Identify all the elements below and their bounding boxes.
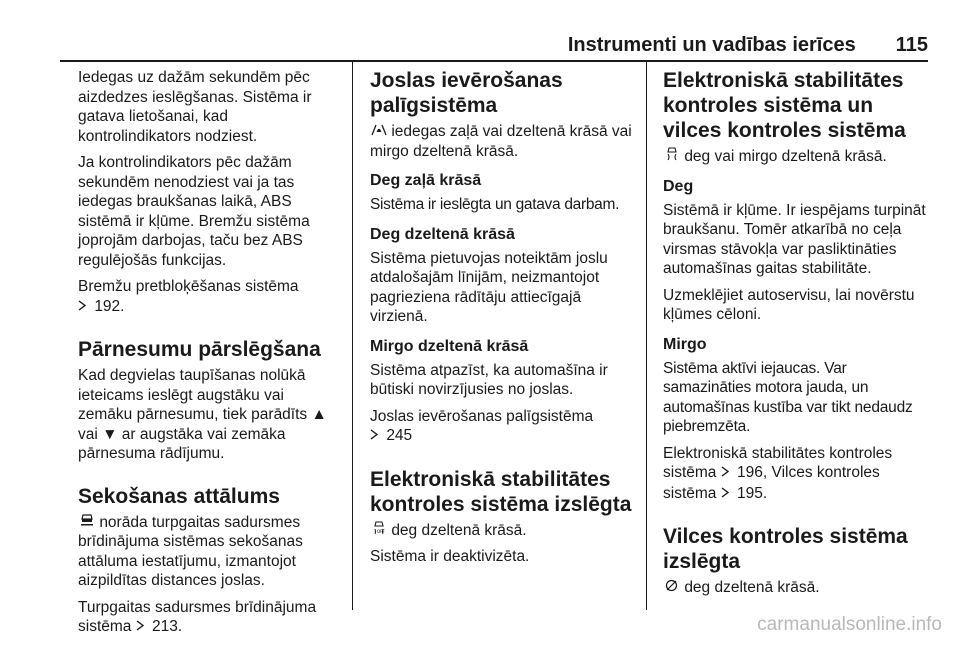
abs-paragraph-2: Ja kontrolindikators pēc dažām sekundēm nenodziest vai ja tas iedegas braukšanas laikā, ABS sistēmā ir kļūme. Bremžu sistēma joprojām darbojas, taču bez ABS regulējošās funkcijas. (78, 154, 310, 269)
yellow-paragraph: Sistēma pietuvojas noteiktām joslu atdalošajām līnijām, neizmantojot pagrieziena rādītāju attiecīgajā virzienā. (370, 249, 608, 325)
esc-page-link[interactable]: 196, Vilces kontroles sistēma (663, 464, 880, 502)
svg-text:OFF: OFF (376, 528, 385, 534)
esc-heading: Elektroniskā stabilitātes kontroles sistēma un vilces kontroles sistēma (663, 69, 906, 142)
lane-paragraph: iedegas zaļā vai dzeltenā krāsā vai mirgo dzeltenā krāsā. (370, 123, 632, 160)
mirgo-paragraph-1: Sistēma aktīvi iejaucas. Var samazināties motora jauda, un automašīnas kustība var tikt nedaudz piebremzēta. (663, 359, 913, 435)
header-title: Instrumenti un vadības ierīces (567, 33, 856, 56)
follow-page-link[interactable]: 213. (152, 618, 183, 635)
shift-paragraph: Kad degvielas taupīšanas nolūkā ieteicams ieslēgt augstāku vai zemāku pārnesumu, tiek parādīts ▲ vai ▼ ar augstāka vai zemāka pārnesuma rādījumu. (78, 367, 327, 462)
page-header (60, 30, 928, 60)
page-number: 115 (895, 33, 928, 56)
tc-off-paragraph: deg dzeltenā krāsā. (663, 578, 931, 598)
mirgo-paragraph-2: Elektroniskā stabilitātes kontroles sistēma 196, Vilces kontroles sistēma 195. (663, 444, 931, 505)
tc-page-link[interactable]: 195. (737, 484, 768, 502)
arrow-right-icon[interactable] (721, 485, 733, 505)
lane-page-link[interactable]: 245 (386, 427, 413, 444)
column-divider-2 (646, 62, 647, 610)
column-3 (663, 68, 931, 605)
deg-paragraph-2: Uzmeklējiet autoservisu, lai novērstu kļūmes cēloni. (663, 286, 915, 323)
shift-up-icon: ▲ (311, 406, 327, 423)
abs-page-link[interactable]: 192. (94, 297, 125, 315)
car-follow-distance-icon (78, 513, 95, 533)
watermark: carmanualsonline.info (757, 614, 942, 635)
green-heading: Deg zaļā krāsā (370, 172, 482, 189)
follow-paragraph-2: Turpgaitas sadursmes brīdinājuma sistēma 213. (78, 598, 340, 638)
abs-reference: Bremžu pretbloķēšanas sistēma 192. (78, 277, 340, 317)
column-divider-1 (352, 62, 353, 610)
abs-paragraph-1: Iedegas uz dažām sekundēm pēc aizdedzes ieslēgšanas. Sistēma ir gatava lietošanai, kad kontrolindikators nodziest. (78, 69, 312, 145)
mirgo-heading: Mirgo (663, 335, 707, 353)
esc-icon (663, 147, 680, 167)
arrow-right-icon[interactable] (721, 464, 733, 484)
esc-off-icon (370, 521, 387, 541)
arrow-right-icon[interactable] (370, 427, 382, 447)
column-2 (370, 68, 636, 574)
header-rule (60, 60, 928, 62)
traction-control-off-icon (663, 578, 680, 598)
arrow-right-icon[interactable] (78, 298, 90, 318)
shift-heading: Pārnesumu pārslēgšana (78, 338, 321, 361)
shift-down-icon: ▼ (102, 425, 118, 443)
lane-reference: Joslas ievērošanas palīgsistēma 245 (370, 407, 636, 447)
follow-paragraph-1: norāda turpgaitas sadursmes brīdinājuma sistēmas sekošanas attāluma iestatījumu, izmantojot aizpildītas distances joslas. (78, 513, 303, 589)
deg-paragraph-1: Sistēmā ir kļūme. Ir iespējams turpināt braukšanu. Tomēr atkarībā no ceļa virsmas stāvokļa var pasliktināties automašīnas gaitas stabilitāte. (663, 201, 926, 277)
blink-paragraph: Sistēma atpazīst, ka automašīna ir būtiski novirzījusies no joslas. (370, 361, 608, 398)
esc-off-paragraph-2: Sistēma ir deaktivizēta. (370, 548, 530, 565)
esc-off-heading: Elektroniskā stabilitātes kontroles sistēma izslēgta (370, 467, 632, 516)
green-paragraph: Sistēma ir ieslēgta un gatava darbam. (370, 196, 620, 213)
esc-paragraph: deg vai mirgo dzeltenā krāsā. (663, 147, 931, 167)
follow-heading: Sekošanas attālums (78, 484, 280, 508)
blink-heading: Mirgo dzeltenā krāsā (370, 337, 529, 355)
lane-keep-icon (370, 122, 387, 142)
tc-off-heading: Vilces kontroles sistēma izslēgta (663, 525, 908, 573)
arrow-right-icon[interactable] (136, 618, 148, 638)
esc-off-paragraph-1: OFF deg dzeltenā krāsā. (370, 521, 636, 541)
column-1 (78, 68, 340, 645)
deg-heading: Deg (663, 177, 694, 195)
lane-heading: Joslas ievērošanas palīgsistēma (370, 69, 563, 117)
yellow-heading: Deg dzeltenā krāsā (370, 225, 515, 243)
